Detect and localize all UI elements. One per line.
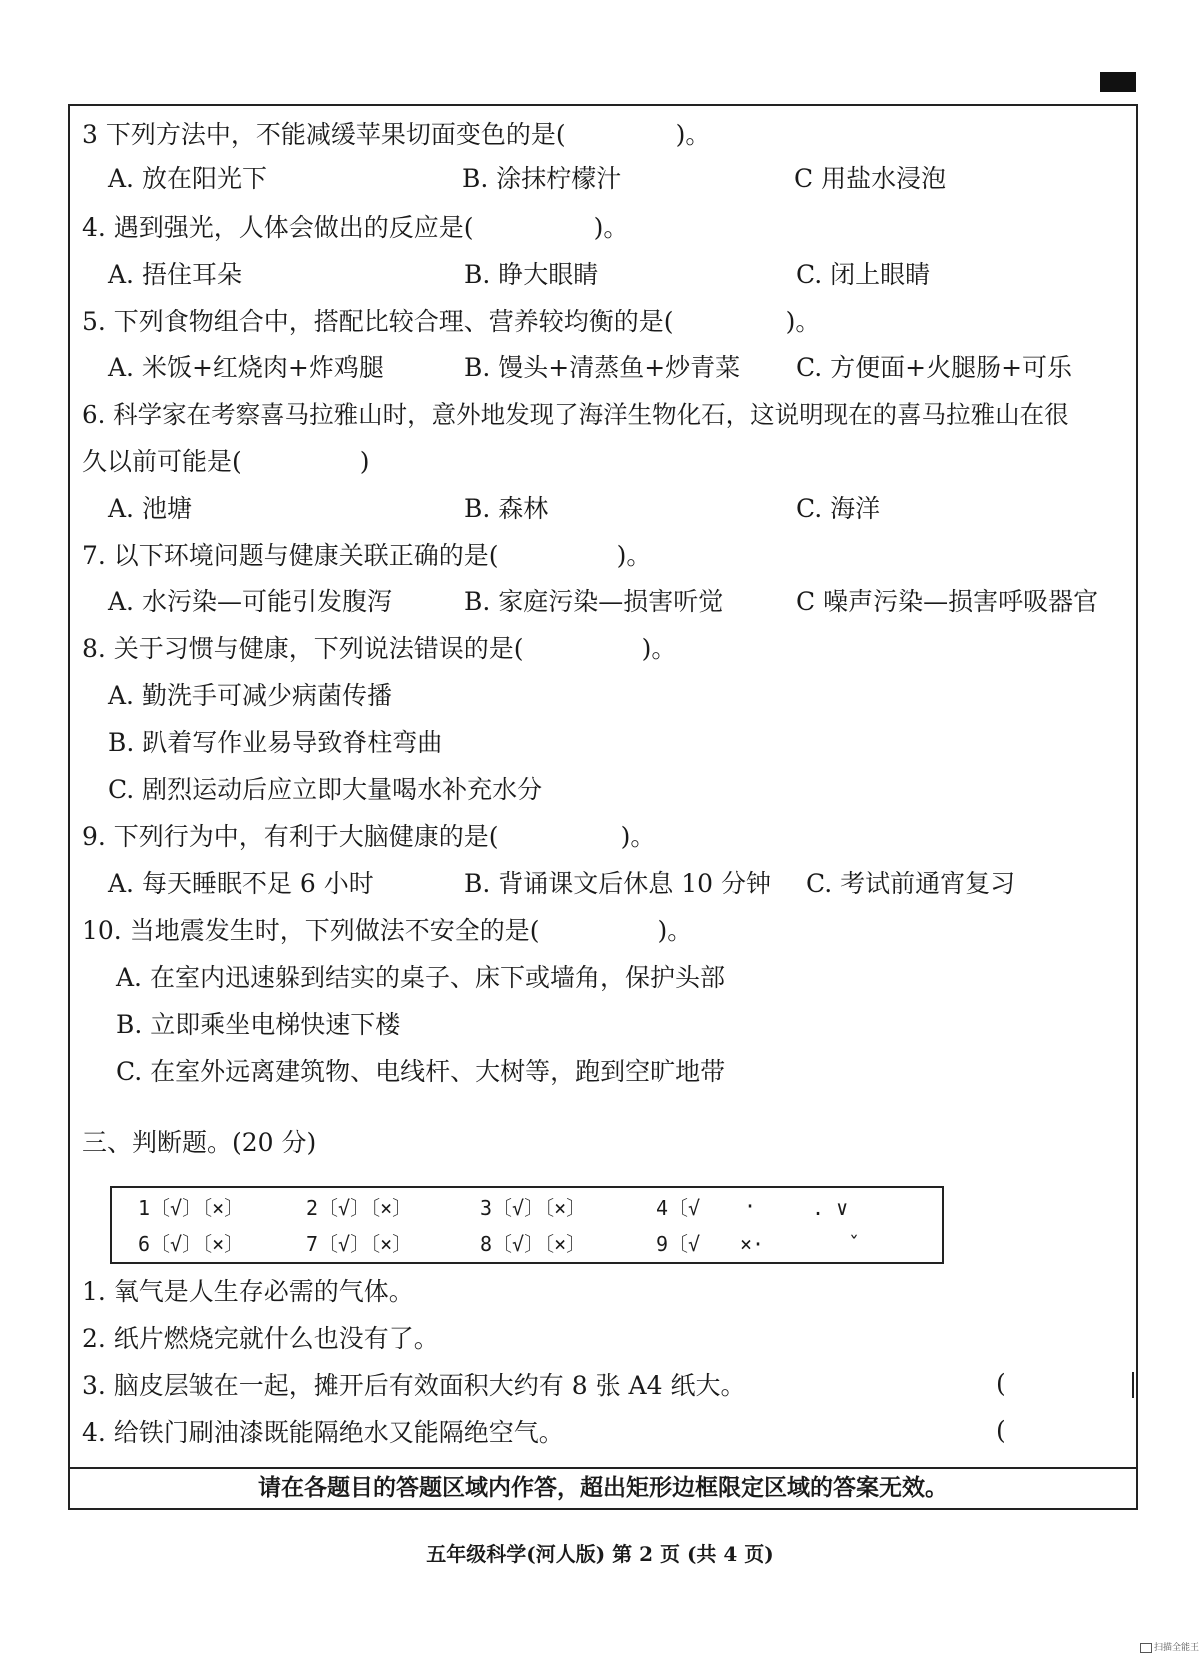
q7-option-a[interactable]: A. 水污染—可能引发腹泻 (108, 587, 392, 616)
page-footer: 五年级科学(河人版) 第 2 页 (共 4 页) (426, 1542, 774, 1566)
edge-mark (1132, 1372, 1134, 1398)
tf-item-2: 2. 纸片燃烧完就什么也没有了。 (82, 1324, 439, 1353)
tf-answer-3[interactable]: 3〔√〕〔×〕 (480, 1196, 587, 1220)
q9-option-a[interactable]: A. 每天睡眠不足 6 小时 (108, 869, 374, 898)
tf-item-4: 4. 给铁门刷油漆既能隔绝水又能隔绝空气。 (82, 1418, 564, 1447)
q3-option-b[interactable]: B. 涂抹柠檬汁 (462, 164, 622, 193)
tf-answer-9-mark: ×· (740, 1232, 765, 1256)
q7-option-c[interactable]: C 噪声污染—损害呼吸器官 (796, 587, 1099, 616)
tf-answer-1[interactable]: 1〔√〕〔×〕 (138, 1196, 245, 1220)
question-10: 10. 当地震发生时，下列做法不安全的是( )。 (82, 916, 693, 945)
q6-option-c[interactable]: C. 海洋 (796, 494, 881, 523)
question-9: 9. 下列行为中，有利于大脑健康的是( )。 (82, 822, 656, 851)
q8-option-b[interactable]: B. 趴着写作业易导致脊柱弯曲 (108, 728, 443, 757)
tf-answer-4[interactable]: 4〔√ (656, 1196, 701, 1220)
notice-divider (68, 1467, 1138, 1469)
q4-option-c[interactable]: C. 闭上眼睛 (796, 260, 931, 289)
q5-option-b[interactable]: B. 馒头+清蒸鱼+炒青菜 (464, 353, 741, 382)
q10-option-a[interactable]: A. 在室内迅速躲到结实的桌子、床下或墙角，保护头部 (116, 963, 725, 992)
q4-option-b[interactable]: B. 睁大眼睛 (464, 260, 599, 289)
question-7: 7. 以下环境问题与健康关联正确的是( )。 (82, 541, 652, 570)
tf-item-3: 3. 脑皮层皱在一起，摊开后有效面积大约有 8 张 A4 纸大。 (82, 1371, 746, 1400)
question-8: 8. 关于习惯与健康，下列说法错误的是( )。 (82, 634, 677, 663)
q5-option-a[interactable]: A. 米饭+红烧肉+炸鸡腿 (108, 353, 384, 382)
question-6: 6. 科学家在考察喜马拉雅山时，意外地发现了海洋生物化石，这说明现在的喜马拉雅山在很 (82, 400, 1069, 429)
q6-option-b[interactable]: B. 森林 (464, 494, 549, 523)
q7-option-b[interactable]: B. 家庭污染—损害听觉 (464, 587, 724, 616)
tf-answer-7[interactable]: 7〔√〕〔×〕 (306, 1232, 413, 1256)
q4-option-a[interactable]: A. 捂住耳朵 (108, 260, 242, 289)
q10-option-b[interactable]: B. 立即乘坐电梯快速下楼 (116, 1010, 401, 1039)
question-5: 5. 下列食物组合中，搭配比较合理、营养较均衡的是( )。 (82, 307, 821, 336)
tf-item-4-paren[interactable]: ( (996, 1416, 1006, 1445)
answer-area-notice: 请在各题目的答题区域内作答，超出矩形边框限定区域的答案无效。 (258, 1474, 948, 1501)
tf-item-1: 1. 氧气是人生存必需的气体。 (82, 1277, 414, 1306)
q3-option-a[interactable]: A. 放在阳光下 (108, 164, 267, 193)
tf-answer-2[interactable]: 2〔√〕〔×〕 (306, 1196, 413, 1220)
tf-answer-9[interactable]: 9〔√ (656, 1232, 701, 1256)
tf-answer-8[interactable]: 8〔√〕〔×〕 (480, 1232, 587, 1256)
q6-option-a[interactable]: A. 池塘 (108, 494, 192, 523)
positioning-mark (1100, 72, 1136, 92)
q9-option-c[interactable]: C. 考试前通宵复习 (806, 869, 1016, 898)
tf-answer-10-mark: ˇ (848, 1232, 861, 1256)
q5-option-c[interactable]: C. 方便面+火腿肠+可乐 (796, 353, 1073, 382)
q10-option-c[interactable]: C. 在室外远离建筑物、电线杆、大树等，跑到空旷地带 (116, 1057, 726, 1086)
tf-answer-5-mark: . ∨ (812, 1196, 849, 1220)
scanner-logo-icon (1140, 1643, 1152, 1653)
section-3-title: 三、判断题。(20 分) (82, 1128, 317, 1157)
q9-option-b[interactable]: B. 背诵课文后休息 10 分钟 (464, 869, 771, 898)
tf-answer-6[interactable]: 6〔√〕〔×〕 (138, 1232, 245, 1256)
q8-option-c[interactable]: C. 剧烈运动后应立即大量喝水补充水分 (108, 775, 543, 804)
question-6-cont: 久以前可能是( ) (82, 447, 370, 476)
question-3: 3 下列方法中，不能减缓苹果切面变色的是( )。 (82, 120, 711, 149)
tf-answer-4-mark: · (744, 1194, 757, 1218)
question-4: 4. 遇到强光，人体会做出的反应是( )。 (82, 213, 629, 242)
tf-item-3-paren[interactable]: ( (996, 1369, 1006, 1398)
q3-option-c[interactable]: C 用盐水浸泡 (794, 164, 947, 193)
scanner-watermark: 扫描全能王 (1140, 1640, 1199, 1653)
q8-option-a[interactable]: A. 勤洗手可减少病菌传播 (108, 681, 392, 710)
